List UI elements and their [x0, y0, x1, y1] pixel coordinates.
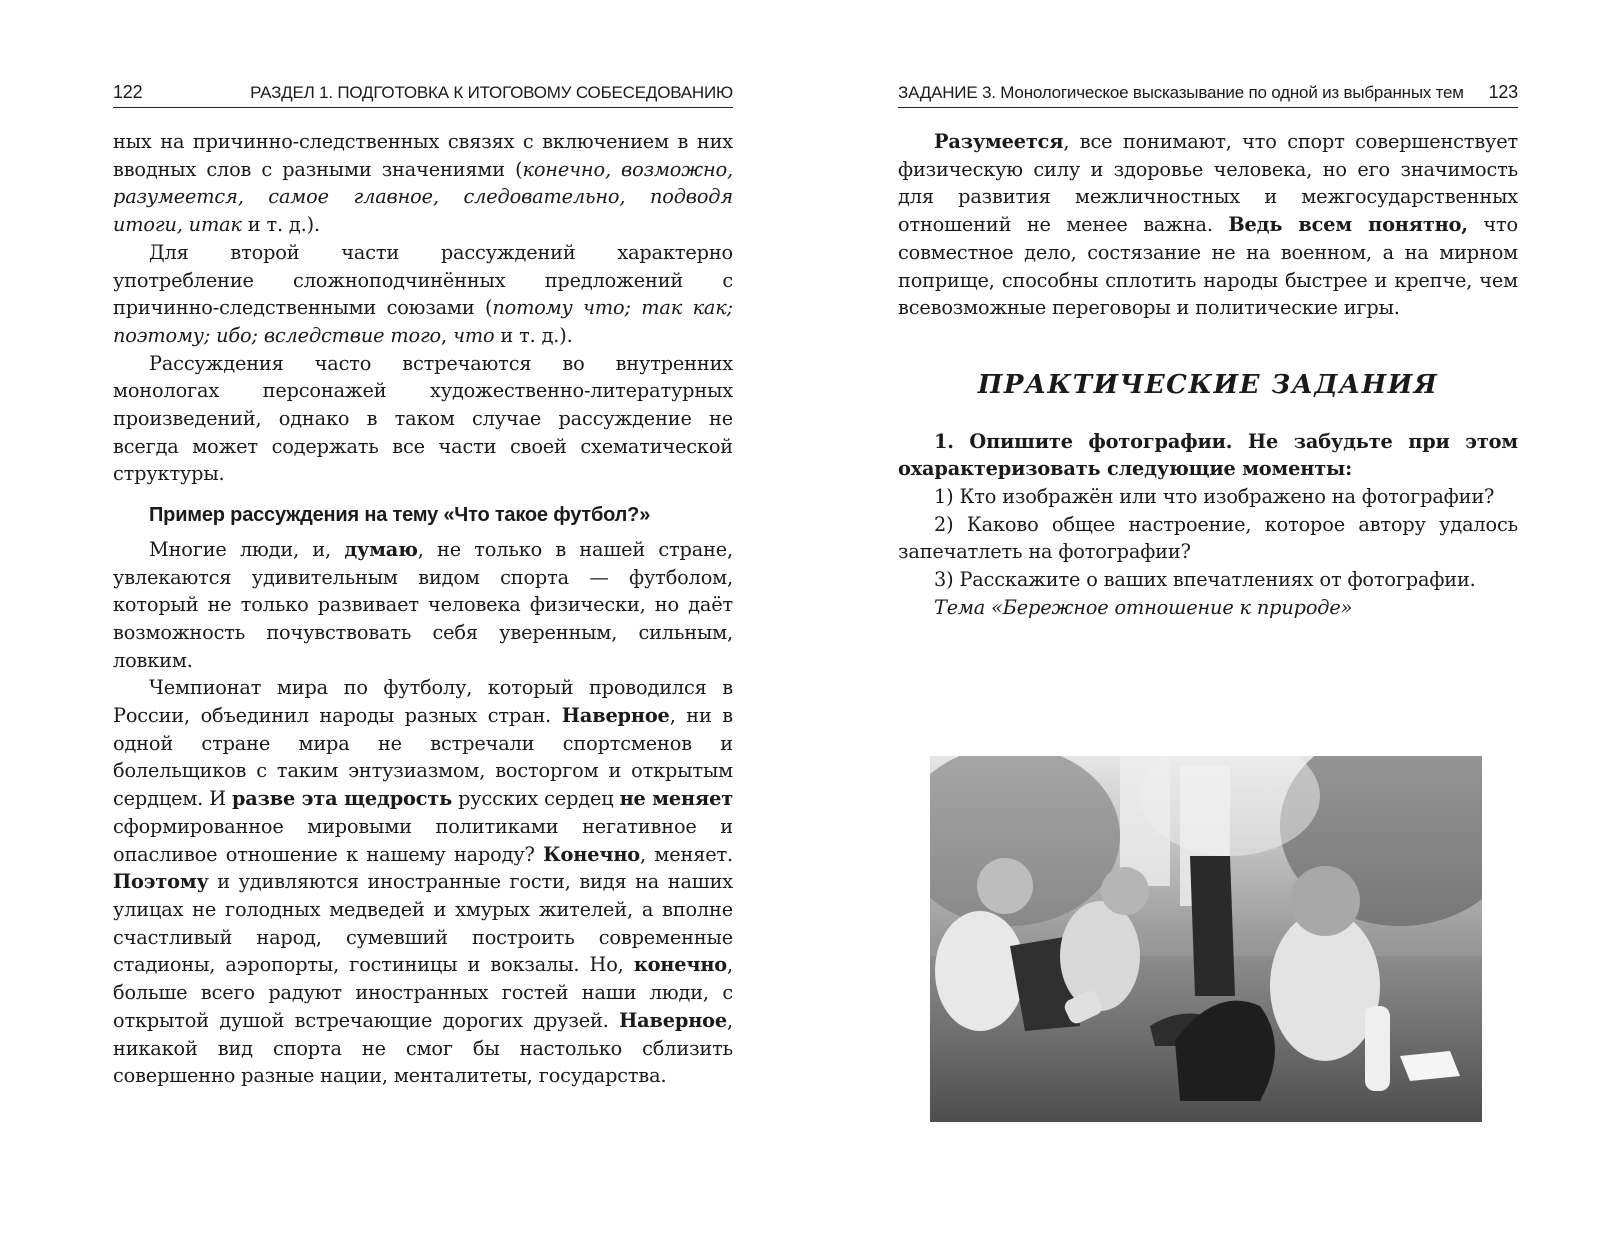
child-left	[935, 911, 1025, 1031]
photo-illustration	[930, 756, 1482, 1122]
running-head-title: РАЗДЕЛ 1. ПОДГОТОВКА К ИТОГОВОМУ СОБЕСЕДОВАНИЮ	[250, 83, 733, 102]
trash-bag-standing	[1190, 856, 1235, 996]
paragraph: Для второй части рассуждений характерно употребление сложноподчинённых предложений с причинно-следственными союзами (потому что; так как; поэтому; ибо; вследствие того, что и т. д.).	[113, 240, 733, 347]
question-item: 1) Кто изображён или что изображено на фотографии?	[934, 485, 1495, 509]
question-item: 2) Каково общее настроение, которое автору удалось запечатлеть на фотографии?	[898, 512, 1518, 564]
section-title: ПРАКТИЧЕСКИЕ ЗАДАНИЯ	[977, 369, 1439, 400]
example-subheading: Пример рассуждения на тему «Что такое футбол?»	[149, 504, 651, 527]
page-number: 123	[1488, 82, 1518, 102]
paragraph: Чемпионат мира по футболу, который проводился в России, объединил народы разных стран. Наверное, ни в одной стране мира не встречали спортсменов и болельщиков с таким энтузиазмом, восторгом и открытым сердцем. И разве эта щедрость русских сердец не меняет сформированное мировыми политиками негативное и опасливое отношение к нашему народу? Конечно, меняет. Поэтому и удивляются иностранные гости, видя на наших улицах не голодных медведей и хмурых жителей, а вполне счастливый народ, сумевший построить современные стадионы, аэропорты, гостиницы и вокзалы. Но, конечно, больше всего радуют иностранных гостей наши люди, с открытой душой встречающие дорогих друзей. Наверное, никакой вид спорта не смог бы настолько сблизить совершенно разные нации, менталитеты, государства.	[113, 676, 733, 1088]
task-instruction: 1. Опишите фотографии. Не забудьте при этом охарактеризовать следующие моменты:	[898, 429, 1518, 481]
question-item: 3) Расскажите о ваших впечатлениях от фотографии.	[934, 568, 1476, 592]
paragraph: Рассуждения часто встречаются во внутренних монологах персонажей художественно-литературных произведений, однако в таком случае рассуждение не всегда может содержать все части своей схематической структуры.	[113, 351, 733, 486]
child-middle	[1060, 901, 1140, 1011]
running-header-left	[113, 80, 733, 108]
right-page-body	[898, 128, 1518, 622]
paragraph: Разумеется, все понимают, что спорт совершенствует физическую силу и здоровье человека, но его значимость для развития межличностных и межгосударственных отношений не менее важна. Ведь всем понятно, что совместное дело, состязание не на военном, а на мирном поприще, способны сплотить народы быстрее и крепче, чем всевозможные переговоры и политические игры.	[898, 130, 1518, 320]
paragraph: ных на причинно-следственных связях с включением в них вводных слов с разными значениями (конечно, возможно, разумеется, самое главное, следовательно, подводя итоги, итак и т. д.).	[113, 130, 734, 237]
running-header-right	[898, 80, 1518, 108]
photo-children-cleaning-park	[930, 756, 1482, 1122]
left-page-body	[113, 128, 733, 1090]
paragraph: Многие люди, и, думаю, не только в нашей стране, увлекаются удивительным видом спорта — футболом, который не только развивает человека физически, но даёт возможность почувствовать себя уверенным, сильным, ловким.	[113, 537, 734, 672]
running-head-title: ЗАДАНИЕ 3. Монологическое высказывание по одной из выбранных тем	[898, 83, 1464, 102]
photo-theme: Тема «Бережное отношение к природе»	[934, 595, 1353, 619]
page-number: 122	[113, 82, 143, 102]
